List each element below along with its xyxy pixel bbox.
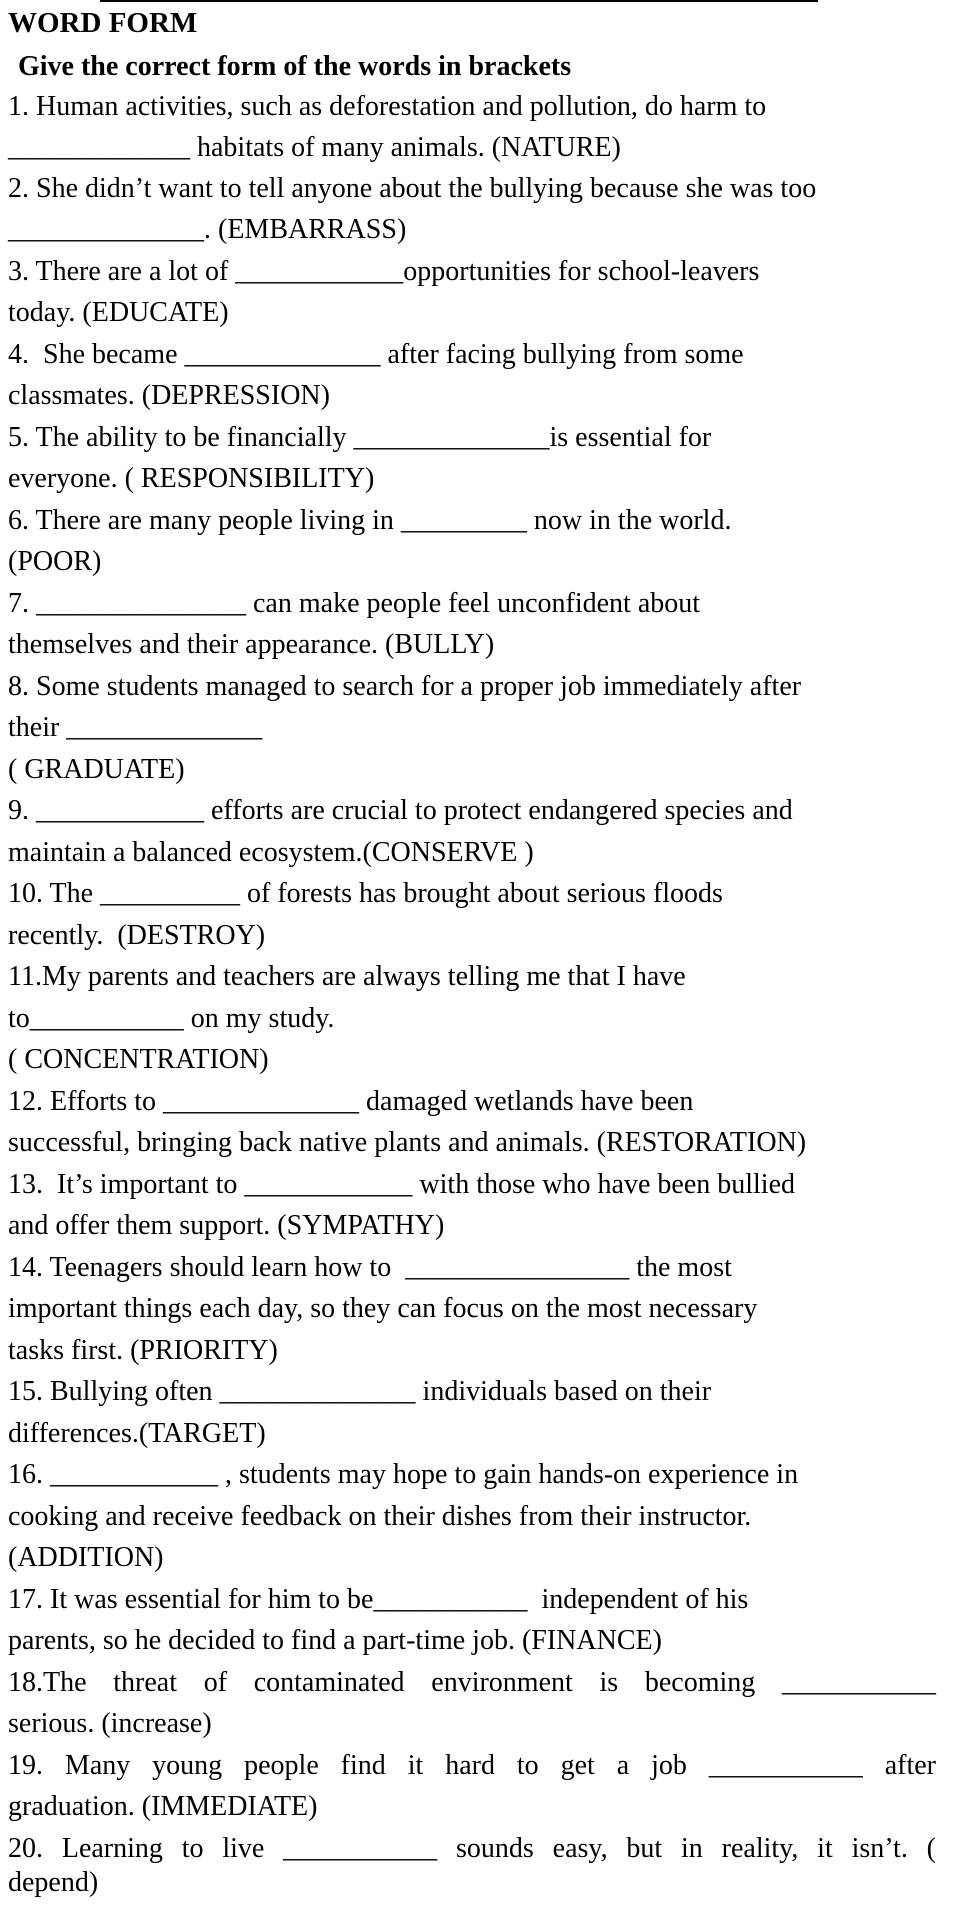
q13-line2: and offer them support. (SYMPATHY)	[8, 1210, 445, 1241]
q17-line2: parents, so he decided to find a part-time job. (FINANCE)	[8, 1625, 662, 1656]
q18-line2: serious. (increase)	[8, 1708, 212, 1739]
q16-line2: cooking and receive feedback on their dishes from their instructor.	[8, 1501, 752, 1532]
q10-line2: recently. (DESTROY)	[8, 920, 266, 951]
q4-line1: 4. She became ______________ after facing bullying from some	[8, 339, 744, 370]
q10-line1: 10. The __________ of forests has brought about serious floods	[8, 878, 723, 909]
q2-line1: 2. She didn’t want to tell anyone about the bullying because she was too	[8, 173, 817, 204]
q8-line2: their ______________	[8, 712, 263, 743]
q8-line3: ( GRADUATE)	[8, 754, 185, 785]
q13-line1: 13. It’s important to ____________ with those who have been bullied	[8, 1169, 796, 1200]
q14-line2: important things each day, so they can focus on the most necessary	[8, 1293, 758, 1324]
q3-line1: 3. There are a lot of ____________opportunities for school-leavers	[8, 256, 760, 287]
q17-line1: 17. It was essential for him to be___________ independent of his	[8, 1584, 749, 1615]
q1-line2: _____________ habitats of many animals. (NATURE)	[8, 132, 621, 163]
top-rule	[100, 0, 818, 2]
q9-line2: maintain a balanced ecosystem.(CONSERVE )	[8, 837, 534, 868]
page-title: WORD FORM	[8, 7, 198, 39]
q16-line3: (ADDITION)	[8, 1542, 164, 1573]
q15-line2: differences.(TARGET)	[8, 1418, 266, 1449]
q9-line1: 9. ____________ efforts are crucial to protect endangered species and	[8, 795, 793, 826]
q1-line1: 1. Human activities, such as deforestation and pollution, do harm to	[8, 91, 767, 122]
q7-line2: themselves and their appearance. (BULLY)	[8, 629, 495, 660]
q15-line1: 15. Bullying often ______________ individuals based on their	[8, 1376, 712, 1407]
q12-line2: successful, bringing back native plants and animals. (RESTORATION)	[8, 1127, 807, 1158]
q19-line1: 19. Many young people find it hard to get a job ___________ after	[8, 1750, 936, 1781]
q16-line1: 16. ____________ , students may hope to gain hands-on experience in	[8, 1459, 799, 1490]
q20-line2: depend)	[8, 1867, 99, 1898]
q14-line1: 14. Teenagers should learn how to ________________ the most	[8, 1252, 732, 1283]
q7-line1: 7. _______________ can make people feel unconfident about	[8, 588, 701, 619]
q6-line1: 6. There are many people living in _________ now in the world.	[8, 505, 732, 536]
q6-line2: (POOR)	[8, 546, 102, 577]
q12-line1: 12. Efforts to ______________ damaged wetlands have been	[8, 1086, 694, 1117]
q11-line3: ( CONCENTRATION)	[8, 1044, 269, 1075]
q3-line2: today. (EDUCATE)	[8, 297, 229, 328]
instruction: Give the correct form of the words in brackets	[18, 51, 572, 82]
q20-line1: 20. Learning to live ___________ sounds easy, but in reality, it isn’t. (	[8, 1833, 936, 1864]
q2-line2: ______________. (EMBARRASS)	[8, 214, 407, 245]
q11-line2: to___________ on my study.	[8, 1003, 335, 1034]
q14-line3: tasks first. (PRIORITY)	[8, 1335, 278, 1366]
q18-line1: 18.The threat of contaminated environment is becoming ___________	[8, 1667, 936, 1698]
q19-line2: graduation. (IMMEDIATE)	[8, 1791, 318, 1822]
q4-line2: classmates. (DEPRESSION)	[8, 380, 330, 411]
q5-line2: everyone. ( RESPONSIBILITY)	[8, 463, 375, 494]
q11-line1: 11.My parents and teachers are always telling me that I have	[8, 961, 686, 992]
q5-line1: 5. The ability to be financially ______________is essential for	[8, 422, 712, 453]
q8-line1: 8. Some students managed to search for a proper job immediately after	[8, 671, 802, 702]
